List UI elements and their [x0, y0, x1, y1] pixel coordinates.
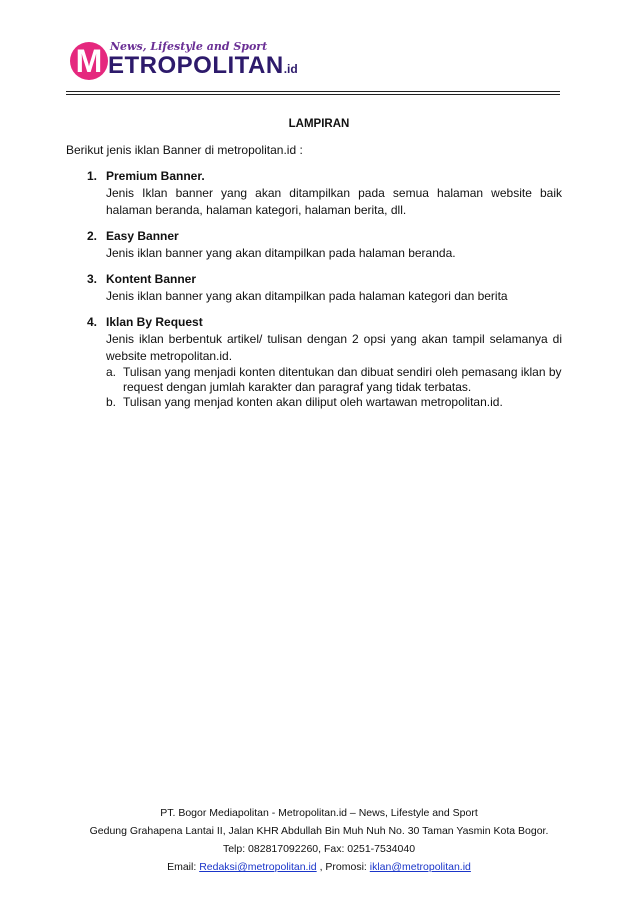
intro-text: Berikut jenis iklan Banner di metropolitan.id :: [66, 143, 303, 157]
footer-promo-label: , Promosi:: [316, 861, 370, 873]
header-divider: [66, 91, 560, 95]
logo-name: [108, 52, 298, 80]
list-item-description: Jenis Iklan banner yang akan ditampilkan pada semua halaman website baik halaman beranda, halaman kategori, halaman berita, dll.: [106, 186, 562, 217]
footer-email-label: Email:: [167, 861, 200, 873]
list-item-number: 2.: [87, 229, 98, 243]
page-footer: [0, 804, 638, 876]
sub-list-item-text: Tulisan yang menjad konten akan diliput oleh wartawan metropolitan.id.: [123, 395, 503, 409]
sub-list-item: [106, 395, 562, 410]
banner-types-list: [66, 168, 562, 419]
list-item-title: Easy Banner: [106, 229, 179, 243]
sub-list-item-text: Tulisan yang menjadi konten ditentukan dan dibuat sendiri oleh pemasang iklan by request dengan jumlah karakter dan paragraf yang tidak terbatas.: [123, 365, 562, 394]
logo-tagline: News, Lifestyle and Sport: [110, 40, 268, 53]
list-item-number: 3.: [87, 272, 98, 286]
list-item-description: Jenis iklan berbentuk artikel/ tulisan dengan 2 opsi yang akan tampil selamanya di website metropolitan.id.: [106, 332, 562, 363]
sub-list-item-letter: a.: [106, 365, 117, 379]
footer-contacts: [0, 858, 638, 876]
logo-letter: M: [75, 43, 103, 79]
list-item-description: Jenis iklan banner yang akan ditampilkan pada halaman beranda.: [106, 246, 456, 260]
page-title: LAMPIRAN: [288, 118, 350, 130]
list-item: [66, 228, 562, 262]
email-promosi-link[interactable]: iklan@metropolitan.id: [369, 861, 471, 873]
footer-company: PT. Bogor Mediapolitan - Metropolitan.id – News, Lifestyle and Sport: [160, 807, 478, 819]
footer-address: Gedung Grahapena Lantai II, Jalan KHR Abdullah Bin Muh Nuh No. 30 Taman Yasmin Kota Bogor.: [89, 825, 549, 837]
list-item-number: 4.: [87, 315, 98, 329]
list-item: [66, 271, 562, 305]
list-item-title: Premium Banner.: [106, 169, 205, 183]
sub-list-item-letter: b.: [106, 395, 117, 409]
email-redaksi-link[interactable]: Redaksi@metropolitan.id: [199, 861, 317, 873]
footer-phone: Telp: 082817092260, Fax: 0251-7534040: [222, 843, 416, 855]
list-item-description: Jenis iklan banner yang akan ditampilkan pada halaman kategori dan berita: [106, 289, 508, 303]
logo-name-text: ETROPOLITAN: [108, 52, 284, 79]
sub-list-item: [106, 365, 562, 395]
list-item: [66, 314, 562, 410]
list-item-title: Iklan By Request: [106, 315, 203, 329]
logo-suffix: .id: [283, 62, 298, 76]
metropolitan-logo: [70, 40, 298, 90]
list-item: [66, 168, 562, 219]
list-item-number: 1.: [87, 169, 98, 183]
list-item-title: Kontent Banner: [106, 272, 196, 286]
